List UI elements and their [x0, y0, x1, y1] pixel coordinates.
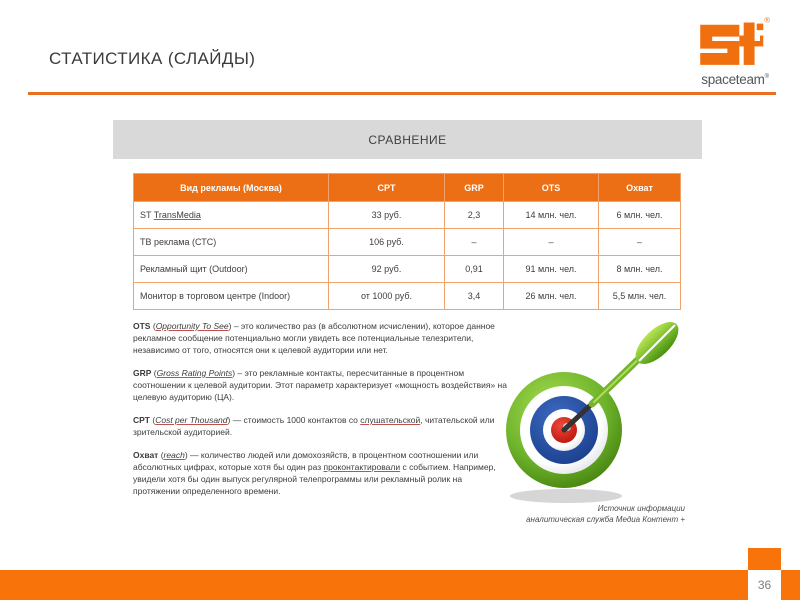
dart-target-image: [502, 318, 692, 508]
table-header-cell: Вид рекламы (Москва): [134, 174, 329, 202]
table-cell: –: [599, 229, 681, 256]
page-number: 36: [748, 570, 781, 600]
table-cell: 33 руб.: [329, 202, 445, 229]
spaceteam-logo-mark-icon: [699, 16, 771, 66]
table-cell: от 1000 руб.: [329, 283, 445, 310]
table-cell: ТВ реклама (СТС): [134, 229, 329, 256]
definition-paragraph: GRP (Gross Rating Points) – это рекламные контакты, пересчитанные в процентном соотношении к целевой аудитории. Этот параметр характеризует «мощность воздействия» на целевую аудиторию (ЦА).: [133, 368, 507, 402]
table-cell: 91 млн. чел.: [504, 256, 599, 283]
source-note: [400, 503, 685, 525]
table-row: [134, 256, 681, 283]
table-cell: 8 млн. чел.: [599, 256, 681, 283]
source-line: Источник информации: [597, 504, 685, 513]
table-row: [134, 202, 681, 229]
table-cell: 3,4: [445, 283, 504, 310]
table-header-cell: Охват: [599, 174, 681, 202]
table-cell: Рекламный щит (Outdoor): [134, 256, 329, 283]
definition-paragraph: Охват (reach) — количество людей или домохозяйств, в процентном соотношении или абсолютных цифрах, которые хотя бы один раз проконтактировали с событием. Например, увидели хотя бы один выпуск регулярной телепрограммы или рекламный ролик на протяжении определенного времени.: [133, 450, 496, 496]
table-cell: 2,3: [445, 202, 504, 229]
header-divider: [28, 92, 776, 95]
table-cell: 0,91: [445, 256, 504, 283]
target-shadow: [510, 489, 622, 503]
table-cell: Монитор в торговом центре (Indoor): [134, 283, 329, 310]
source-line: аналитическая служба Медиа Контент +: [526, 515, 685, 524]
table-cell: 92 руб.: [329, 256, 445, 283]
comparison-table: [133, 173, 681, 310]
page-title: СТАТИСТИКА (СЛАЙДЫ): [49, 49, 256, 68]
table-cell: ST TransMedia: [134, 202, 329, 229]
table-row: [134, 283, 681, 310]
table-cell: –: [504, 229, 599, 256]
table-cell: –: [445, 229, 504, 256]
table-header-row: [134, 174, 681, 202]
spaceteam-logo: [690, 16, 780, 87]
table-row: [134, 229, 681, 256]
footer-bar: [0, 570, 800, 600]
definitions: [133, 320, 509, 508]
table-header-cell: GRP: [445, 174, 504, 202]
spaceteam-wordmark-text: spaceteam: [701, 72, 765, 87]
slide-section-header: СРАВНЕНИЕ: [113, 120, 702, 159]
table-cell: 14 млн. чел.: [504, 202, 599, 229]
wordmark-registered-mark: ®: [764, 74, 769, 80]
table-header-cell: CPT: [329, 174, 445, 202]
logo-registered-mark: ®: [764, 16, 770, 25]
table-header-cell: OTS: [504, 174, 599, 202]
table-cell: 5,5 млн. чел.: [599, 283, 681, 310]
definition-paragraph: OTS (Opportunity To See) – это количество раз (в абсолютном исчислении), которое данное рекламное сообщение потенциально могли увидеть все потенциальные телезрители, независимо от того, относятся они к целевой аудитории или нет.: [133, 321, 495, 355]
table-cell: 106 руб.: [329, 229, 445, 256]
definition-paragraph: CPT (Cost per Thousand) — стоимость 1000 контактов со слушательской, читательской или зрительской аудиторией.: [133, 415, 495, 437]
footer-step-square: [748, 548, 781, 570]
table-cell: 6 млн. чел.: [599, 202, 681, 229]
spaceteam-wordmark: [690, 72, 780, 87]
table-cell: 26 млн. чел.: [504, 283, 599, 310]
